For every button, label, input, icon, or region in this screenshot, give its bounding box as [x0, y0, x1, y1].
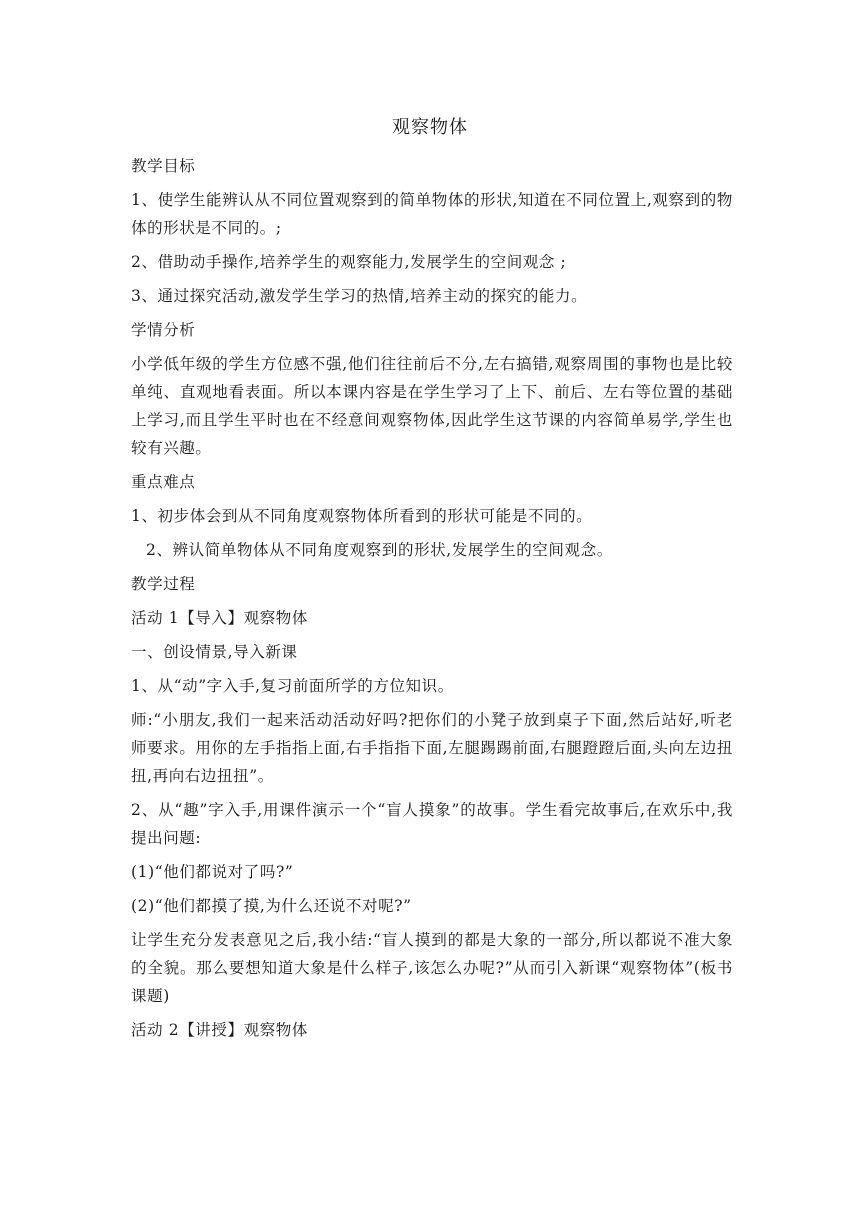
summary-paragraph: 让学生充分发表意见之后,我小结:“盲人摸到的都是大象的一部分,所以都说不准大象的全貌。那么要想知道大象是什么样子,该怎么办呢?”从而引入新课“观察物体”(板书课题)	[131, 931, 733, 1005]
question-1: (1)“他们都说对了吗?”	[131, 863, 294, 881]
document-body	[131, 152, 733, 1050]
document-title: 观察物体	[392, 117, 468, 138]
goal-item-1: 1、使学生能辨认从不同位置观察到的简单物体的形状,知道在不同位置上,观察到的物体的形状是不同的。;	[131, 191, 733, 237]
heading-key-points: 重点难点	[131, 473, 196, 491]
key-point-2: 2、辨认简单物体从不同角度观察到的形状,发展学生的空间观念。	[146, 541, 613, 559]
activity-1-heading: 活动 1【导入】观察物体	[131, 609, 308, 627]
key-point-1: 1、初步体会到从不同角度观察物体所看到的形状可能是不同的。	[131, 507, 593, 525]
activity-2-heading: 活动 2【讲授】观察物体	[131, 1021, 308, 1039]
heading-learner-analysis: 学情分析	[131, 321, 196, 339]
heading-teaching-process: 教学过程	[131, 575, 196, 593]
section-intro-heading: 一、创设情景,导入新课	[131, 643, 298, 661]
goal-item-2: 2、借助动手操作,培养学生的观察能力,发展学生的空间观念 ;	[131, 253, 567, 271]
goal-item-3: 3、通过探究活动,激发学生学习的热情,培养主动的探究的能力。	[131, 287, 588, 305]
question-2: (2)“他们都摸了摸,为什么还说不对呢?”	[131, 897, 412, 915]
intro-step-1: 1、从“动”字入手,复习前面所学的方位知识。	[131, 677, 454, 695]
learner-analysis-paragraph: 小学低年级的学生方位感不强,他们往往前后不分,左右搞错,观察周围的事物也是比较单纯、直观地看表面。所以本课内容是在学生学习了上下、前后、左右等位置的基础上学习,而且学生平时也在不经意间观察物体,因此学生这节课的内容简单易学,学生也较有兴趣。	[131, 355, 733, 457]
heading-teaching-goals: 教学目标	[131, 157, 196, 175]
teacher-dialogue: 师:“小朋友,我们一起来活动活动好吗?把你们的小凳子放到桌子下面,然后站好,听老师要求。用你的左手指指上面,右手指指下面,左腿踢踢前面,右腿蹬蹬后面,头向左边扭扭,再向右边扭扭”。	[131, 711, 733, 785]
intro-step-2: 2、从“趣”字入手,用课件演示一个“盲人摸象”的故事。学生看完故事后,在欢乐中,我提出问题:	[131, 801, 733, 847]
